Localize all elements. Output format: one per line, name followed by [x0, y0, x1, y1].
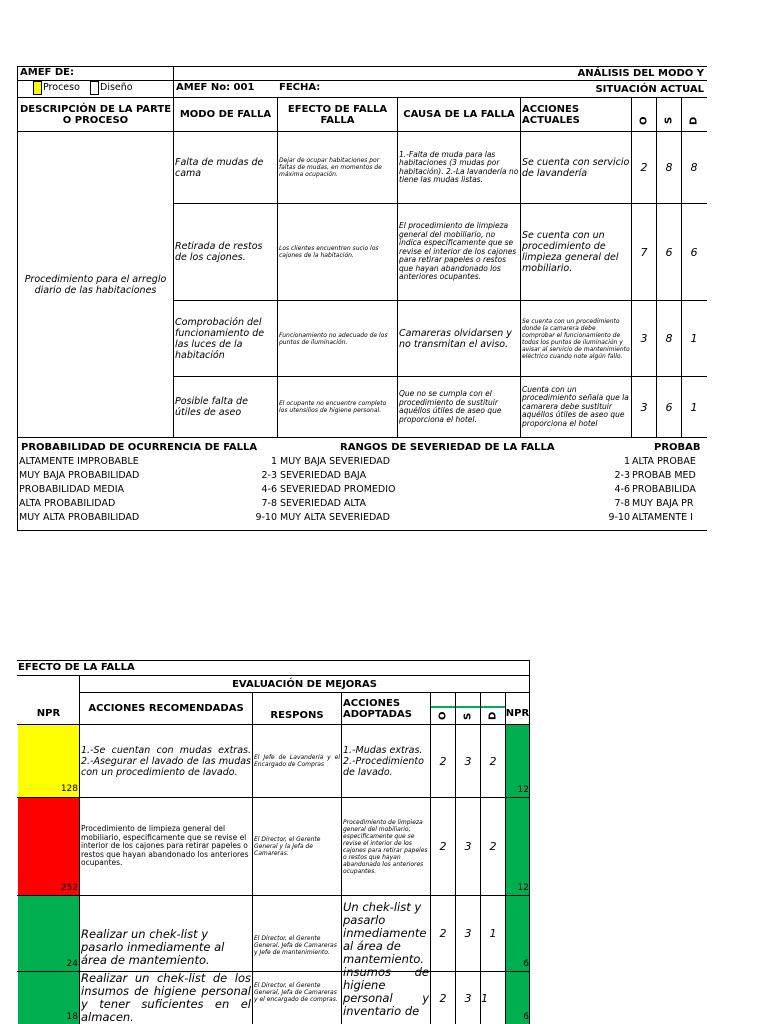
brow2-recomendadas: Procedimiento de limpieza general del mobiliario, especificamente que se revise el interior de los cajones para retirar papeles o restos que hayan abandonado los anteriores ocupantes. — [81, 824, 249, 868]
fecha-label: FECHA: — [279, 82, 321, 93]
det-text: MUY BAJA PR — [632, 498, 694, 509]
sev-title: RANGOS DE SEVERIEDAD DE LA FALLA — [340, 442, 555, 453]
header-s: S — [663, 116, 675, 125]
npr-value: 24 — [66, 959, 78, 969]
line — [17, 530, 707, 531]
row3-causa: Camareras olvidarsen y no transmitan el aviso. — [399, 327, 512, 350]
row1-efecto: Dejar de ocupar habitaciones por faltas de mudas, en momentos de máxima ocupación. — [279, 157, 382, 178]
row2-causa: El procedimiento de limpieza general del mobiliario, no indica especificamente que se revise el interior de los cajones para retirar papeles o restos que hayan abandonado los anteriores ocupantes. — [399, 221, 517, 282]
row1-causa: 1.-Falta de muda para las habitaciones (3 mudas por habitación). 2.-La lavandería no tiene las mudas listas. — [399, 149, 519, 184]
brow1-s: 3 — [464, 754, 472, 768]
npr-value: 128 — [60, 784, 78, 794]
brow2-o: 2 — [439, 840, 447, 853]
row4-o: 3 — [640, 400, 648, 414]
npr2-value: 6 — [523, 1012, 529, 1022]
header-efecto: EFECTO DE FALLA FALLA — [287, 103, 388, 126]
diseno-checkbox[interactable] — [90, 81, 99, 95]
prob-item: PROBABILIDAD MEDIA — [19, 484, 125, 495]
sev-num: 1 — [270, 456, 277, 467]
line — [17, 80, 707, 81]
row1-acciones: Se cuenta con servicio de lavandería — [522, 156, 630, 179]
situacion-title: SITUACIÓN ACTUAL — [595, 84, 704, 95]
row1-o: 2 — [640, 161, 648, 174]
brow4-respons: El Director, el Gerente General, Jefa de Camareras y el encargado de compras. — [254, 982, 338, 1003]
header-npr: NPR — [36, 707, 61, 719]
row2-s: 6 — [665, 245, 673, 259]
row2-acciones: Se cuenta con un procedimiento de limpieza general del mobiliario. — [522, 230, 619, 274]
brow2-d: 2 — [489, 840, 497, 853]
brow2-respons: El Director, el Gerente General y la Jefa de Camareras. — [254, 836, 321, 857]
line — [17, 675, 530, 676]
row4-d: 1 — [690, 400, 698, 414]
row1-s: 8 — [665, 161, 673, 174]
prob-title: PROBABILIDAD DE OCURRENCIA DE FALLA — [21, 442, 258, 453]
brow3-o: 2 — [439, 927, 447, 940]
amef-number: AMEF No: 001 — [176, 82, 255, 93]
row3-s: 8 — [665, 332, 673, 345]
row3-acciones: Se cuenta con un procedimiento donde la camarera debe comprobar el funcionamiento de todos los puntos de iluminación y avisar al servicio de mantenimiento eléctrico cuando note algún fallo. — [522, 317, 630, 360]
row1-d: 8 — [690, 161, 698, 174]
brow4-s: 3 — [464, 991, 472, 1005]
brow1-adoptadas: 1.-Mudas extras. 2.-Procedimiento de lavado. — [343, 744, 424, 778]
npr2-value: 6 — [523, 959, 529, 969]
det-num: 9-10 — [608, 512, 630, 523]
prob-item: MUY ALTA PROBABILIDAD — [19, 512, 140, 523]
row4-acciones: Cuenta con un procedimiento señala que la camarera debe sustituir aquéllos útiles de aseo que proporciona el hotel — [522, 384, 629, 428]
sev-text: SEVERIEDAD PROMEDIO — [280, 484, 396, 495]
efecto-title: EFECTO DE LA FALLA — [18, 662, 135, 673]
header-recomendadas: ACCIONES RECOMENDADAS — [88, 703, 244, 714]
row2-modo: Retirada de restos de los cajones. — [175, 241, 263, 263]
det-num: 1 — [623, 456, 630, 467]
brow4-d: 1 — [481, 991, 488, 1005]
diseno-label: Diseño — [100, 82, 133, 93]
analisis-title: ANÁLISIS DEL MODO Y — [577, 68, 704, 79]
npr-value: 252 — [60, 883, 78, 893]
header-respons: RESPONS — [270, 710, 324, 721]
sev-text: SEVERIEDAD ALTA — [280, 498, 366, 509]
prob-item: ALTAMENTE IMPROBABLE — [19, 456, 139, 467]
prob-item: MUY BAJA PROBABILIDAD — [19, 470, 140, 481]
evaluacion-title: EVALUACIÓN DE MEJORAS — [232, 679, 377, 690]
row4-modo: Posible falta de útiles de aseo — [175, 396, 248, 418]
det-text: PROBAB MED — [632, 470, 696, 481]
header-descripcion: DESCRIPCIÓN DE LA PARTE O PROCESO — [19, 103, 172, 126]
sev-num: 7-8 — [261, 498, 277, 509]
line — [17, 660, 530, 661]
det-num: 7-8 — [614, 498, 630, 509]
npr2-value: 12 — [517, 883, 529, 893]
prob-item: ALTA PROBABILIDAD — [19, 498, 116, 509]
sev-text: MUY ALTA SEVERIEDAD — [280, 512, 390, 523]
line — [17, 66, 707, 67]
sev-num: 2-3 — [261, 470, 277, 481]
brow1-d: 2 — [489, 754, 497, 768]
row3-o: 3 — [640, 332, 648, 345]
header-adoptadas: ACCIONES ADOPTADAS — [343, 697, 412, 720]
header-acciones: ACCIONES ACTUALES — [522, 103, 580, 126]
header-modo: MODO DE FALLA — [179, 109, 272, 120]
npr2-value: 12 — [517, 785, 529, 795]
det-text: PROBABILIDA — [632, 484, 696, 495]
row1-modo: Falta de mudas de cama — [175, 156, 264, 179]
header-o2: O — [431, 706, 455, 724]
npr-value: 18 — [66, 1012, 78, 1022]
proceso-description: Procedimiento para el arreglo diario de las habitaciones — [24, 273, 167, 296]
header-d: D — [688, 116, 700, 125]
row3-modo: Comprobación del funcionamiento de las luces de la habitación — [175, 316, 265, 361]
amef-de-label: AMEF DE: — [20, 67, 74, 78]
row2-d: 6 — [690, 245, 698, 259]
brow4-adoptadas: insumos de higiene personal y inventario de — [343, 966, 429, 1018]
det-text: ALTA PROBAE — [632, 456, 696, 467]
brow1-o: 2 — [439, 754, 447, 768]
line — [17, 437, 707, 438]
row4-causa: Que no se cumpla con el procedimiento de sustituir aquéllos útiles de aseo que proporciona el hotel. — [399, 389, 502, 424]
det-title: PROBAB — [654, 442, 701, 453]
sev-text: MUY BAJA SEVERIEDAD — [280, 456, 391, 467]
npr-cell — [18, 798, 79, 895]
brow3-d: 1 — [489, 927, 497, 940]
npr2-cell — [506, 798, 529, 895]
brow4-recomendadas: Realizar un chek-list de los insumos de higiene personal y tener suficientes en el almacen. — [81, 972, 251, 1024]
header-causa: CAUSA DE LA FALLA — [403, 109, 515, 120]
brow3-recomendadas: Realizar un chek-list y pasarlo inmediamente al área de mantemiento. — [81, 927, 225, 967]
header-s2: S — [456, 706, 480, 724]
brow3-s: 3 — [464, 927, 472, 940]
brow4-o: 2 — [439, 991, 447, 1005]
proceso-checkbox[interactable] — [33, 81, 42, 95]
det-text: ALTAMENTE I — [632, 512, 693, 523]
brow2-s: 3 — [464, 840, 472, 853]
det-num: 4-6 — [614, 484, 630, 495]
brow1-respons: El Jefe de Lavandería y el Encargado de Compras — [254, 754, 340, 768]
brow2-adoptadas: Procedimiento de limpieza general del mobiliario, especificamente que se revise el interior de los cajones para retirar papeles o restos que hayan abandonado los anteriores ocupantes. — [343, 818, 428, 875]
header-d2: D — [481, 706, 505, 724]
brow1-recomendadas: 1.-Se cuentan con mudas extras. 2.-Asegurar el lavado de las mudas con un procedimiento de lavado. — [81, 744, 251, 778]
header-o: O — [638, 116, 650, 125]
sev-num: 4-6 — [261, 484, 277, 495]
row2-o: 7 — [640, 245, 648, 259]
brow3-adoptadas: Un chek-list y pasarlo inmediamente al área de mantemiento. — [343, 900, 427, 966]
header-npr2: NPR — [505, 707, 530, 719]
det-num: 2-3 — [614, 470, 630, 481]
row4-s: 6 — [665, 400, 673, 414]
row3-efecto: Funcionamiento no adecuado de los puntos de iluminación. — [279, 331, 388, 346]
row2-efecto: Los clientes encuentren sucio los cajones de la habitación. — [279, 245, 379, 259]
brow3-respons: El Director, el Gerente General, Jefa de Camareras y Jefe de mantenimiento. — [254, 935, 337, 956]
sev-text: SEVERIEDAD BAJA — [280, 470, 367, 481]
sev-num: 9-10 — [255, 512, 277, 523]
row3-d: 1 — [690, 332, 698, 345]
row4-efecto: El ocupante no encuentre completo los utensilios de higiene personal. — [279, 400, 387, 414]
proceso-label: Proceso — [43, 82, 80, 93]
